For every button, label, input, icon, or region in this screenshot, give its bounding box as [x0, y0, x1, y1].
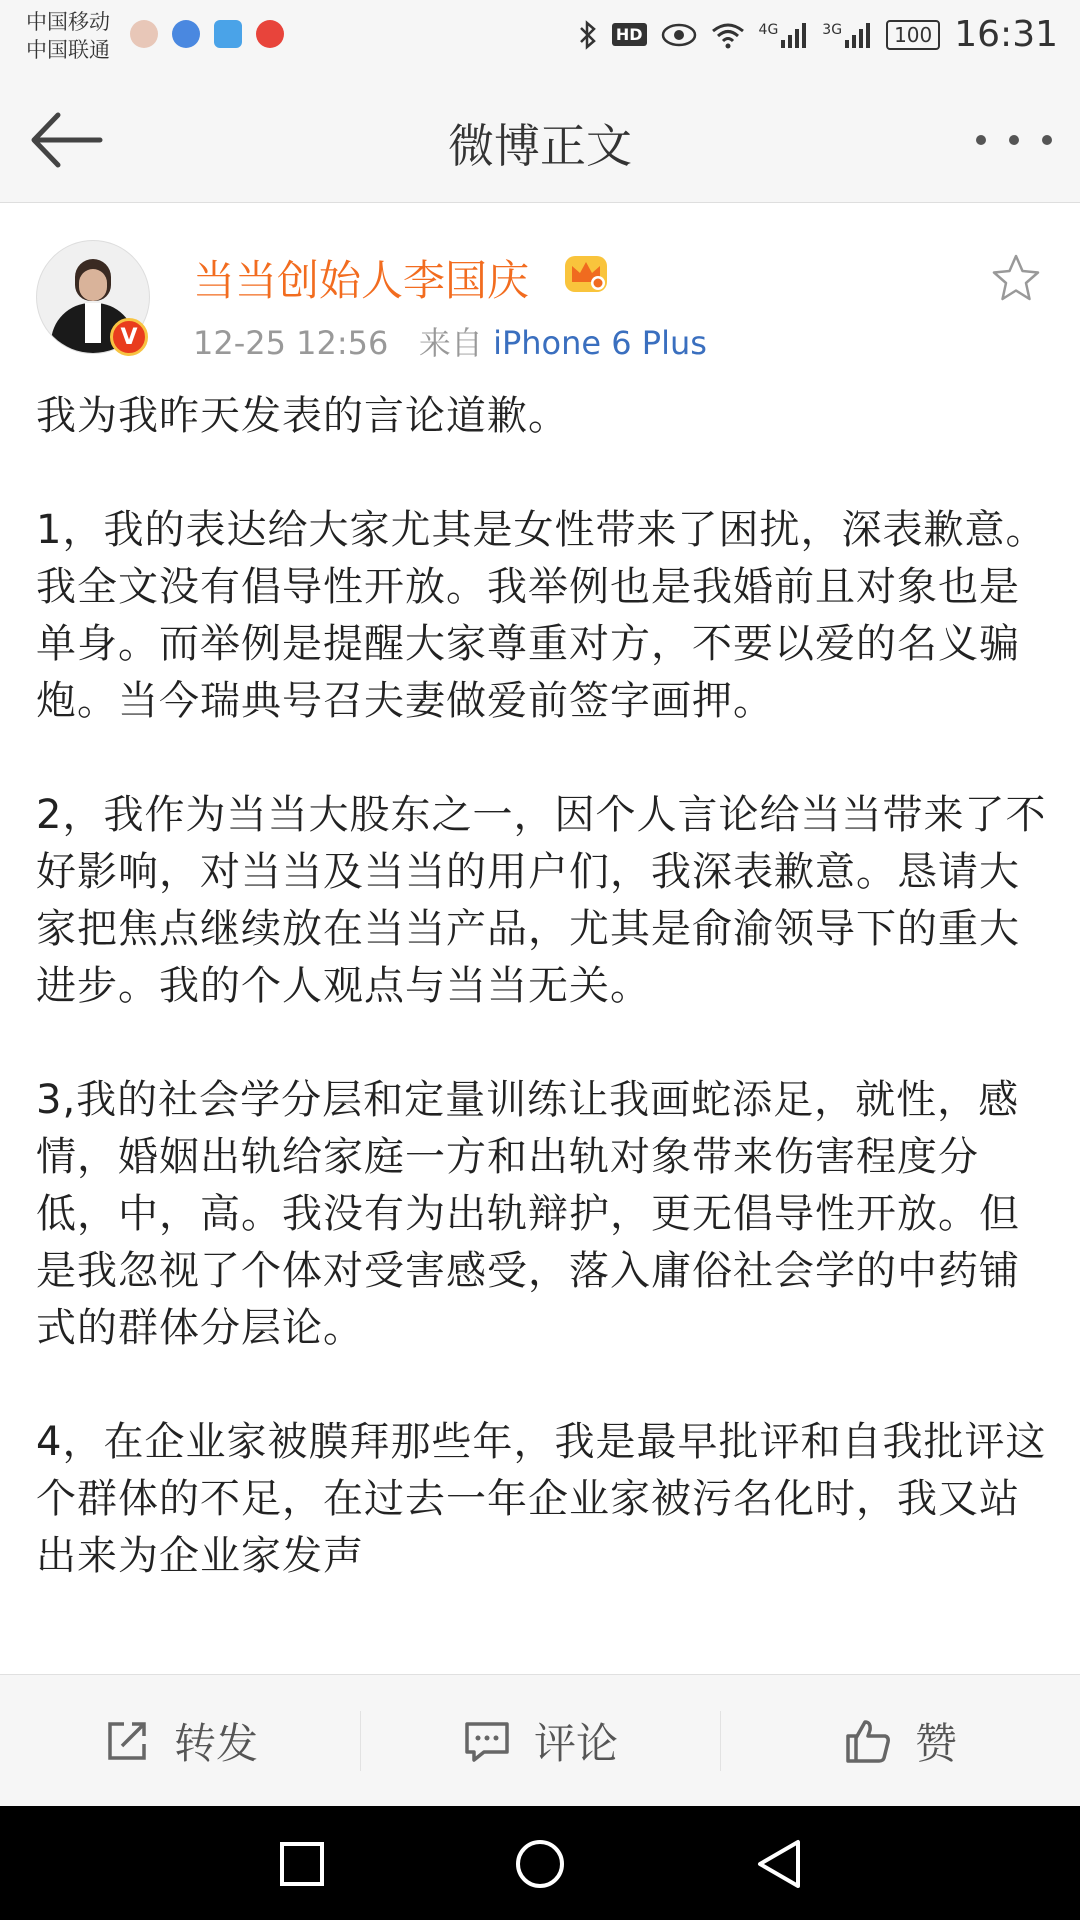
battery-indicator: 100	[886, 20, 940, 50]
repost-button[interactable]	[0, 1675, 360, 1807]
like-button[interactable]	[720, 1675, 1080, 1807]
carrier-1: 中国移动	[26, 10, 110, 34]
status-icons	[578, 14, 1058, 55]
star-icon	[990, 252, 1042, 304]
avatar-face	[79, 269, 107, 301]
signal-icon-2	[844, 22, 872, 48]
source-prefix: 来自	[418, 324, 483, 362]
notification-icon	[130, 20, 158, 48]
app-notification-icon	[172, 20, 200, 48]
more-dot-icon	[1009, 135, 1019, 145]
more-dot-icon	[1042, 135, 1052, 145]
verified-badge-icon: V	[110, 318, 148, 356]
status-bar	[0, 0, 1080, 75]
repost-icon	[102, 1716, 152, 1766]
post-text: 我为我昨天发表的言论道歉。 1，我的表达给大家尤其是女性带来了困扰，深表歉意。我全文没有倡导性开放。我举例也是我婚前且对象也是单身。而举例是提醒大家尊重对方，不要以爱的名义骗炮。当今瑞典号召夫妻做爱前签字画押。 2，我作为当当大股东之一，因个人言论给当当带来了不好影响，对当当及当当的用户们，我深表歉意。恳请大家把焦点继续放在当当产品，尤其是俞渝领导下的重大进步。我的个人观点与当当无关。 3,我的社会学分层和定量训练让我画蛇添足，就性，感情，婚姻出轨给家庭一方和出轨对象带来伤害程度分低，中，高。我没有为出轨辩护，更无倡导性开放。但是我忽视了个体对受害感受，落入庸俗社会学的中药铺式的群体分层论。 4，在企业家被膜拜那些年，我是最早批评和自我批评这个群体的不足，在过去一年企业家被污名化时，我又站出来为企业家发声	[36, 393, 1047, 1579]
post-time: 12-25 12:56	[193, 324, 389, 362]
carrier-info	[26, 8, 110, 64]
repost-label: 转发	[173, 1719, 258, 1768]
system-nav-bar	[0, 1806, 1080, 1920]
notification-icons	[130, 20, 284, 48]
post-source-link[interactable]: iPhone 6 Plus	[493, 324, 707, 362]
comment-label: 评论	[533, 1719, 618, 1768]
wifi-icon	[711, 21, 745, 49]
comment-icon	[462, 1716, 512, 1766]
crown-icon	[563, 252, 609, 294]
hd-icon: HD	[612, 23, 647, 46]
comment-button[interactable]	[360, 1675, 720, 1807]
recent-apps-icon[interactable]	[274, 1836, 330, 1892]
carrier-2: 中国联通	[26, 38, 110, 62]
clock: 16:31	[954, 14, 1058, 55]
back-nav-icon[interactable]	[752, 1836, 808, 1892]
favorite-button[interactable]	[990, 252, 1042, 304]
weibo-notification-icon	[256, 20, 284, 48]
avatar-shirt	[85, 303, 101, 343]
signal-3g	[822, 22, 872, 48]
page-title: 微博正文	[448, 119, 632, 173]
title-bar	[0, 75, 1080, 203]
eye-icon	[661, 22, 697, 48]
like-label: 赞	[914, 1719, 957, 1768]
more-options-button[interactable]	[976, 115, 1052, 165]
action-bar	[0, 1674, 1080, 1807]
post-meta	[193, 318, 707, 364]
signal-4g	[759, 22, 809, 48]
network-type-3g: 3G	[822, 21, 843, 38]
message-notification-icon	[214, 20, 242, 48]
more-dot-icon	[976, 135, 986, 145]
home-icon[interactable]	[512, 1836, 568, 1892]
author-name[interactable]: 当当创始人李国庆	[193, 256, 530, 305]
signal-icon	[780, 22, 808, 48]
thumbs-up-icon	[843, 1716, 893, 1766]
bluetooth-icon	[578, 19, 598, 51]
network-type-4g: 4G	[758, 21, 779, 38]
